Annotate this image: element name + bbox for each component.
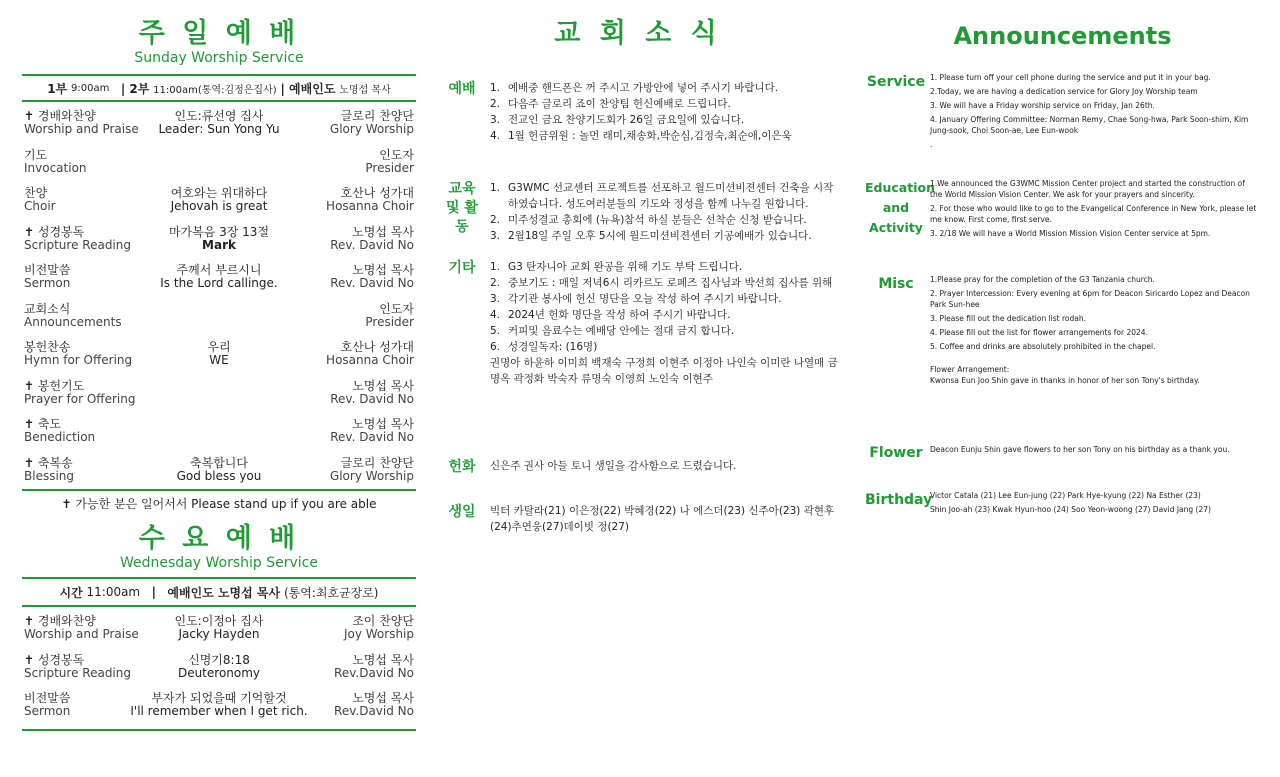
item-number: 2. xyxy=(490,277,501,289)
item-text: 다음주 글로리 죠이 찬양팀 헌신예배로 드립니다. xyxy=(508,98,731,110)
first-service-time: 9:00am xyxy=(71,82,110,94)
order-item-ko: 봉헌찬송 xyxy=(24,340,71,354)
bible-readers: 권명아 하윤하 이미희 백재숙 구정희 이현주 이정아 나인숙 이미란 나열매 금명옥 곽정화 박숙자 류명숙 이영희 노인숙 이현주 xyxy=(490,357,838,385)
worship-leader-label: | 예배인도 xyxy=(280,81,336,96)
order-detail-ko: 축복합니다 xyxy=(190,455,248,470)
order-leader-en: Rev.David No xyxy=(334,665,414,680)
order-detail-en: Mark xyxy=(202,237,236,252)
order-item-ko: ✝ 성경봉독 xyxy=(24,652,85,667)
item-number: 1. xyxy=(490,261,501,273)
birthday-line: Victor Catala (21) Lee Eun-jung (22) Park Hye-kyung (22) Na Esther (23) xyxy=(930,491,1201,500)
news-birthday-text: 빅터 카탈라(21) 이은정(22) 박혜경(22) 나 에스더(23) 신주아(23) 곽현후(24)추연웅(27)데이빗 정(27) xyxy=(490,505,835,533)
item-number: 3. xyxy=(490,293,501,305)
sunday-subtitle: Sunday Worship Service xyxy=(134,50,304,66)
sunday-times-bar xyxy=(22,74,416,102)
order-detail-en: WE xyxy=(209,353,229,367)
sunday-order-list xyxy=(22,110,416,495)
order-leader-ko: 조이 찬양단 xyxy=(352,614,414,628)
order-leader-ko: 인도자 xyxy=(379,301,414,316)
ann-education-body xyxy=(930,178,1258,242)
order-leader-ko: 호산나 성가대 xyxy=(340,340,414,354)
list-item xyxy=(490,80,845,96)
item-number: 4. xyxy=(490,130,501,142)
wednesday-separator: | xyxy=(151,585,156,599)
order-detail-ko: 여호와는 위대하다 xyxy=(170,186,268,200)
order-item-en: Choir xyxy=(24,199,56,213)
order-detail-en: I'll remember when I get rich. xyxy=(130,704,308,718)
item-text: 예배중 핸드폰은 꺼 주시고 가방안에 넣어 주시기 바랍니다. xyxy=(508,82,779,94)
wednesday-title: 수 요 예 배 xyxy=(138,523,300,554)
list-item: 1. Please turn off your cell phone during the service and put it in your bag. xyxy=(930,73,1211,82)
list-item xyxy=(490,228,845,244)
ann-education-head: Education and Activity xyxy=(865,180,935,235)
order-row xyxy=(22,187,416,226)
order-row xyxy=(22,264,416,303)
second-service-time: 11:00am(통역:김정은집사) xyxy=(153,84,277,96)
second-service-label: | 2부 xyxy=(120,81,150,96)
order-detail-en: God bless you xyxy=(176,468,262,483)
list-item xyxy=(490,307,845,323)
order-item-ko: 비전말씀 xyxy=(24,263,71,277)
news-flower-section xyxy=(445,458,845,478)
order-leader-ko: 호산나 성가대 xyxy=(340,186,414,200)
order-item-ko: ✝ 축도 xyxy=(24,417,62,431)
news-misc-head: 기타 xyxy=(448,260,476,276)
church-news-title: 교 회 소 식 xyxy=(554,18,722,49)
order-detail-ko: 인도:류선영 집사 xyxy=(174,109,264,123)
item-text: 1월 헌금위원 : 놀먼 래미,채송화,박순심,김정숙,최순애,이은욱 xyxy=(508,130,792,142)
list-item xyxy=(490,96,845,112)
order-leader-en: Rev. David No xyxy=(330,237,414,252)
wednesday-order-list xyxy=(22,615,416,731)
ann-misc-section xyxy=(865,274,1260,394)
news-misc-list xyxy=(490,259,845,387)
list-item: 3. Please fill out the dedication list rodah. xyxy=(930,314,1086,323)
order-item-en: Worship and Praise xyxy=(24,627,139,641)
item-number: 1. xyxy=(490,82,501,94)
list-item: 5. Coffee and drinks are absolutely prohibited in the chapel. xyxy=(930,342,1156,351)
order-leader-en: Joy Worship xyxy=(343,627,414,641)
item-number: 6. xyxy=(490,341,501,353)
order-row xyxy=(22,226,416,265)
item-number: 3. xyxy=(490,230,501,242)
order-row xyxy=(22,418,416,457)
order-leader-en: Hosanna Choir xyxy=(326,199,414,213)
order-item-en: Sermon xyxy=(24,704,71,718)
item-text: 전교인 금요 찬양기도회가 26일 금요일에 있습니다. xyxy=(508,114,745,126)
news-education-list xyxy=(490,180,845,244)
order-leader-ko: 글로리 찬양단 xyxy=(340,455,414,470)
ann-education-section xyxy=(865,178,1260,258)
ann-flower-section xyxy=(865,443,1260,467)
list-item: 1.We announced the G3WMC Mission Center project and started the construction of the World Mission Vision Center. We ask for your prayers and sincerity. xyxy=(930,179,1245,199)
order-item-en: Scripture Reading xyxy=(24,237,131,252)
church-news-column xyxy=(445,18,845,533)
wednesday-times-bar xyxy=(22,577,416,607)
stand-note-en: Please stand up if you are able xyxy=(191,497,377,511)
list-item: 3. 2/18 We will have a World Mission Mission Vision Center service at 5pm. xyxy=(930,229,1211,238)
order-item-ko: ✝ 봉헌기도 xyxy=(24,378,85,393)
order-item-en: Hymn for Offering xyxy=(24,353,133,367)
item-text: G3 탄자니아 교회 완공을 위해 기도 부탁 드립니다. xyxy=(508,261,743,273)
item-number: 4. xyxy=(490,309,501,321)
order-item-en: Announcements xyxy=(24,314,122,329)
order-row xyxy=(22,692,416,731)
order-detail-en: Jacky Hayden xyxy=(178,627,260,641)
order-item-en: Benediction xyxy=(24,430,96,444)
ann-service-body xyxy=(930,72,1258,153)
item-text: 성경일독자: (16명) xyxy=(508,341,598,353)
news-birthday-section xyxy=(445,503,845,543)
item-text: 중보기도 : 매일 저녁6시 리카르도 로페즈 집사님과 박선희 집사를 위해 xyxy=(508,277,833,289)
order-row xyxy=(22,457,416,496)
news-flower-text: 신은주 권사 아들 토니 생일을 감사함으로 드렸습니다. xyxy=(490,460,737,472)
flower-arrangement-text: Kwonsa Eun Joo Shin gave in thanks in honor of her son Tony's birthday. xyxy=(930,376,1200,385)
order-row xyxy=(22,615,416,654)
ann-birthday-body xyxy=(930,490,1258,518)
order-detail-ko: 우리 xyxy=(207,340,231,354)
order-leader-ko: 인도자 xyxy=(379,147,414,162)
list-item xyxy=(490,259,845,275)
worship-leader: 노명섭 목사 xyxy=(339,84,391,96)
order-leader-ko: 노명섭 목사 xyxy=(352,263,414,277)
item-text: 2월18일 주일 오후 5시에 월드미션비젼센터 기공예배가 있습니다. xyxy=(508,230,812,242)
order-leader-ko: 노명섭 목사 xyxy=(352,224,414,239)
first-service-label: 1부 xyxy=(47,81,68,96)
wednesday-subtitle: Wednesday Worship Service xyxy=(120,555,318,571)
list-item xyxy=(490,112,845,128)
list-item xyxy=(490,128,845,144)
wednesday-time: 11:00am xyxy=(86,585,141,599)
list-item xyxy=(490,355,845,387)
ann-misc-head: Misc xyxy=(878,276,914,292)
news-worship-list xyxy=(490,80,845,144)
list-item: 1.Please pray for the completion of the G3 Tanzania church. xyxy=(930,275,1155,284)
item-text: 커피및 음료수는 예배당 안에는 절대 금지 합니다. xyxy=(508,325,735,337)
order-leader-en: Hosanna Choir xyxy=(326,353,414,367)
order-leader-ko: 노명섭 목사 xyxy=(352,417,414,431)
item-number: 1. xyxy=(490,182,501,194)
sunday-title: 주 일 예 배 xyxy=(138,18,300,49)
wednesday-leader: 예배인도 노명섭 목사 xyxy=(167,585,281,600)
order-leader-en: Glory Worship xyxy=(329,468,414,483)
order-item-ko: 교회소식 xyxy=(24,301,71,316)
order-item-ko: 비전말씀 xyxy=(24,691,71,705)
order-row xyxy=(22,654,416,693)
news-education-head: 교육 및 활동 xyxy=(446,181,478,235)
order-item-ko: 찬양 xyxy=(24,186,48,200)
birthday-line: Shin Joo-ah (23) Kwak Hyun-hoo (24) Soo Yeon-woong (27) David Jang (27) xyxy=(930,505,1211,514)
order-leader-en: Rev.David No xyxy=(334,704,414,718)
wednesday-interpreter: (통역:최호균장로) xyxy=(283,585,379,600)
order-row xyxy=(22,380,416,419)
order-detail-ko: 인도:이정아 집사 xyxy=(174,614,264,628)
order-item-ko: ✝ 경배와찬양 xyxy=(24,109,96,123)
list-item: 4. January Offering Committee: Norman Remy, Chae Song-hwa, Park Soon-shim, Kim Jung-sook, Choi Soon-ae, Lee Eun-wook xyxy=(930,115,1249,135)
ann-service-head: Service xyxy=(866,74,926,90)
order-item-ko: 기도 xyxy=(24,147,48,162)
list-item: 2.Today, we are having a dedication service for Glory Joy Worship team xyxy=(930,87,1198,96)
order-detail-ko: 마가복음 3장 13절 xyxy=(168,224,270,239)
order-item-en: Worship and Praise xyxy=(24,122,139,136)
news-worship-head: 예배 xyxy=(448,81,476,97)
item-number: 3. xyxy=(490,114,501,126)
order-item-en: Blessing xyxy=(24,468,75,483)
order-row xyxy=(22,341,416,380)
item-text: 2024년 헌화 명단을 작성 하여 주시기 바랍니다. xyxy=(508,309,731,321)
order-leader-en: Glory Worship xyxy=(329,122,414,136)
order-leader-en: Presider xyxy=(365,160,414,175)
ann-misc-body xyxy=(930,274,1258,389)
order-item-en: Prayer for Offering xyxy=(24,391,136,406)
order-leader-en: Rev. David No xyxy=(330,391,414,406)
order-leader-ko: 노명섭 목사 xyxy=(352,691,414,705)
order-detail-ko: 신명기8:18 xyxy=(188,652,250,667)
ann-service-section xyxy=(865,72,1260,172)
order-leader-en: Rev. David No xyxy=(330,276,414,290)
item-text: G3WMC 선교센터 프로젝트를 선포하고 월드미션비젼센터 건축을 시작 하였습니다. 성도여러분들의 기도와 정성을 함께 나누길 원합니다. xyxy=(508,182,834,210)
flower-arrangement-label: Flower Arrangement: xyxy=(930,365,1010,374)
list-item xyxy=(490,323,845,339)
list-item xyxy=(490,291,845,307)
wednesday-time-label: 시간 xyxy=(59,585,83,600)
wednesday-section xyxy=(22,523,416,731)
order-row xyxy=(22,110,416,149)
list-item xyxy=(490,275,845,291)
list-item: 2. For those who would like to go to the Evangelical Conference in New York, please let me know. First come, first serve. xyxy=(930,204,1257,224)
announcements-column xyxy=(865,18,1260,514)
list-item xyxy=(490,180,845,212)
ann-flower-text: Deacon Eunju Shin gave flowers to her son Tony on his birthday as a thank you. xyxy=(930,445,1230,454)
order-item-en: Scripture Reading xyxy=(24,665,131,680)
order-item-en: Sermon xyxy=(24,276,71,290)
order-leader-en: Rev. David No xyxy=(330,430,414,444)
list-item: 4. Please fill out the list for flower arrangements for 2024. xyxy=(930,328,1148,337)
news-flower-head: 헌화 xyxy=(448,459,476,475)
news-education-section xyxy=(445,180,845,260)
order-row xyxy=(22,149,416,188)
order-detail-en: Is the Lord callinge. xyxy=(160,276,278,290)
order-item-en: Invocation xyxy=(24,160,87,175)
order-row xyxy=(22,303,416,342)
order-item-ko: ✝ 성경봉독 xyxy=(24,224,85,239)
item-number: 5. xyxy=(490,325,501,337)
order-detail-en: Leader: Sun Yong Yu xyxy=(158,122,280,136)
list-item: 3. We will have a Friday worship service on Friday, Jan 26th. xyxy=(930,101,1155,110)
announcements-title: Announcements xyxy=(953,22,1172,50)
list-item xyxy=(490,212,845,228)
news-birthday-head: 생일 xyxy=(448,504,476,520)
worship-order-column xyxy=(22,18,416,731)
news-misc-section xyxy=(445,259,845,399)
order-detail-en: Jehovah is great xyxy=(170,199,268,213)
stand-note-ko: ✝ 가능한 분은 일어서서 xyxy=(61,497,188,511)
ann-flower-head: Flower xyxy=(869,445,923,461)
list-item: . xyxy=(930,140,933,149)
order-leader-ko: 노명섭 목사 xyxy=(352,378,414,393)
item-text: 각기관 봉사에 헌신 명단을 오늘 작성 하여 주시기 바랍니다. xyxy=(508,293,782,305)
item-number: 2. xyxy=(490,98,501,110)
item-text: 미주성결교 총회에 (뉴욕)참석 하실 분들은 선착순 신청 받습니다. xyxy=(508,214,807,226)
order-leader-en: Presider xyxy=(365,314,414,329)
order-detail-ko: 주께서 부르시니 xyxy=(176,263,262,277)
list-item: 2. Prayer Intercession: Every evening at 6pm for Deacon Siricardo Lopez and Deacon Park Sun-hee xyxy=(930,289,1250,309)
ann-birthday-section xyxy=(865,490,1260,520)
order-item-ko: ✝ 경배와찬양 xyxy=(24,614,96,628)
list-item xyxy=(490,339,845,355)
item-number: 2. xyxy=(490,214,501,226)
order-leader-ko: 글로리 찬양단 xyxy=(340,109,414,123)
order-leader-ko: 노명섭 목사 xyxy=(352,652,414,667)
order-detail-en: Deuteronomy xyxy=(177,665,261,680)
order-detail-ko: 부자가 되었을때 기억할것 xyxy=(151,691,287,705)
ann-birthday-head: Birthday xyxy=(865,492,933,508)
order-item-ko: ✝ 축복송 xyxy=(24,455,73,470)
news-worship-section xyxy=(445,80,845,150)
